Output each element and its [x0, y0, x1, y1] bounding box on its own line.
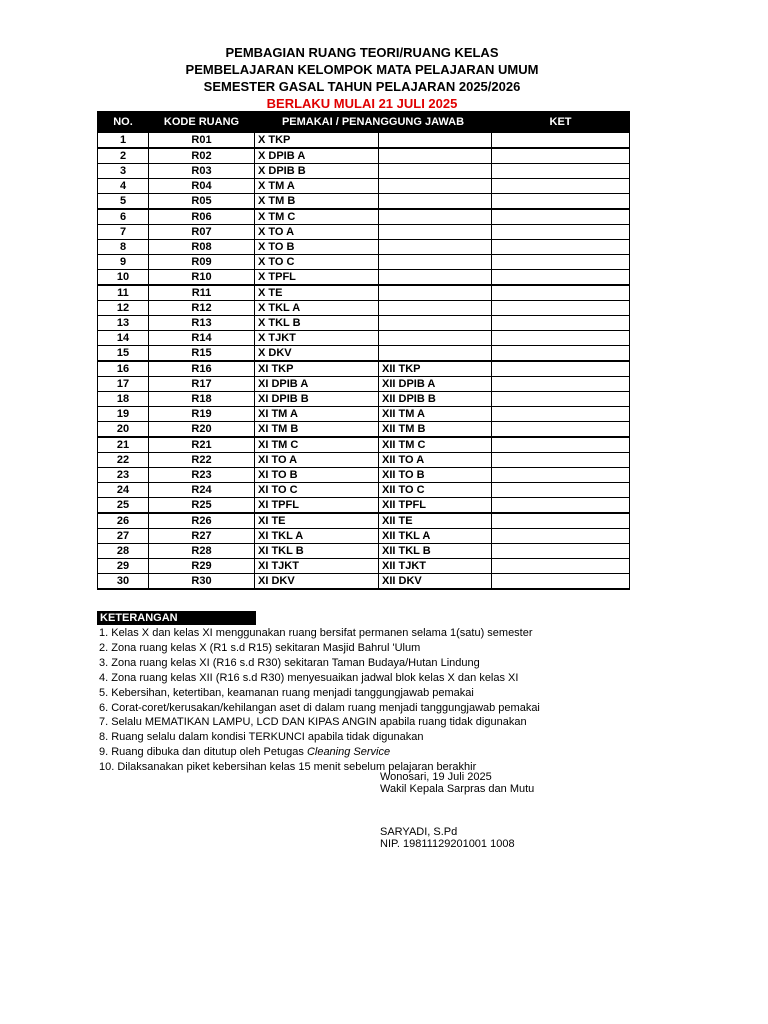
room-table — [97, 111, 630, 590]
cell-pemakai-b — [379, 346, 492, 362]
table-row — [98, 468, 630, 483]
cell-no: 28 — [98, 544, 149, 559]
cell-ket — [492, 498, 630, 514]
signature-role: Wakil Kepala Sarpras dan Mutu — [380, 783, 535, 795]
cell-ket — [492, 437, 630, 453]
cell-pemakai-b: XII TKP — [379, 361, 492, 377]
cell-ket — [492, 422, 630, 438]
cell-pemakai-a: XI DPIB A — [255, 377, 379, 392]
cell-pemakai-a: XI TJKT — [255, 559, 379, 574]
cell-pemakai-a: X DKV — [255, 346, 379, 362]
cell-no: 22 — [98, 453, 149, 468]
table-row — [98, 148, 630, 164]
table-row — [98, 255, 630, 270]
cell-pemakai-a: X TO B — [255, 240, 379, 255]
cell-pemakai-b: XII TO A — [379, 453, 492, 468]
keterangan-title: KETERANGAN — [97, 611, 256, 625]
cell-pemakai-a: XI TKL B — [255, 544, 379, 559]
cell-kode: R02 — [149, 148, 255, 164]
cell-no: 3 — [98, 164, 149, 179]
cell-pemakai-b — [379, 255, 492, 270]
cell-ket — [492, 513, 630, 529]
cell-no: 25 — [98, 498, 149, 514]
cell-no: 14 — [98, 331, 149, 346]
table-row — [98, 392, 630, 407]
cell-pemakai-b: XII TKL B — [379, 544, 492, 559]
cell-ket — [492, 361, 630, 377]
note-item: 3. Zona ruang kelas XI (R16 s.d R30) sekitaran Taman Budaya/Hutan Lindung — [99, 656, 480, 669]
cell-pemakai-a: X TO C — [255, 255, 379, 270]
cell-pemakai-b — [379, 270, 492, 286]
cell-kode: R12 — [149, 301, 255, 316]
cell-kode: R26 — [149, 513, 255, 529]
note-item: 10. Dilaksanakan piket kebersihan kelas 15 menit sebelum pelajaran berakhir — [99, 761, 477, 774]
col-header-no: NO. — [98, 112, 149, 133]
cell-pemakai-a: X TM A — [255, 179, 379, 194]
cell-pemakai-b — [379, 331, 492, 346]
cell-kode: R10 — [149, 270, 255, 286]
cell-no: 17 — [98, 377, 149, 392]
cell-no: 1 — [98, 133, 149, 149]
cell-kode: R01 — [149, 133, 255, 149]
table-row — [98, 513, 630, 529]
cell-ket — [492, 255, 630, 270]
cell-pemakai-a: X TPFL — [255, 270, 379, 286]
cell-kode: R14 — [149, 331, 255, 346]
cell-kode: R05 — [149, 194, 255, 210]
note-item: 1. Kelas X dan kelas XI menggunakan ruang bersifat permanen selama 1(satu) semester — [99, 627, 533, 639]
cell-pemakai-b: XII TM B — [379, 422, 492, 438]
cell-no: 23 — [98, 468, 149, 483]
cell-pemakai-a: XI TO C — [255, 483, 379, 498]
signature-nip: NIP. 19811129201001 1008 — [380, 838, 515, 850]
cell-no: 16 — [98, 361, 149, 377]
cell-kode: R09 — [149, 255, 255, 270]
cell-kode: R25 — [149, 498, 255, 514]
cell-pemakai-b: XII TM C — [379, 437, 492, 453]
table-row — [98, 346, 630, 362]
cell-pemakai-b: XII TE — [379, 513, 492, 529]
cell-pemakai-a: X TM C — [255, 209, 379, 225]
cell-ket — [492, 574, 630, 590]
cell-pemakai-a: X TE — [255, 285, 379, 301]
cell-pemakai-b — [379, 301, 492, 316]
cell-no: 26 — [98, 513, 149, 529]
cell-no: 10 — [98, 270, 149, 286]
cell-pemakai-b: XII TJKT — [379, 559, 492, 574]
note-item: 4. Zona ruang kelas XII (R16 s.d R30) menyesuaikan jadwal blok kelas X dan kelas XI — [99, 671, 519, 684]
cell-pemakai-b — [379, 209, 492, 225]
cell-pemakai-a: X TKL B — [255, 316, 379, 331]
cell-no: 13 — [98, 316, 149, 331]
cell-no: 29 — [98, 559, 149, 574]
cell-ket — [492, 301, 630, 316]
cell-ket — [492, 194, 630, 210]
cell-pemakai-a: X TJKT — [255, 331, 379, 346]
cell-pemakai-b: XII DKV — [379, 574, 492, 590]
cell-kode: R18 — [149, 392, 255, 407]
cell-pemakai-b: XII TM A — [379, 407, 492, 422]
table-row — [98, 453, 630, 468]
cell-no: 8 — [98, 240, 149, 255]
cell-pemakai-a: XI TM C — [255, 437, 379, 453]
cell-no: 20 — [98, 422, 149, 438]
cell-no: 12 — [98, 301, 149, 316]
table-row — [98, 331, 630, 346]
note-item-9-italic: Cleaning Service — [306, 746, 391, 759]
table-row — [98, 179, 630, 194]
cell-pemakai-b — [379, 164, 492, 179]
cell-pemakai-b — [379, 133, 492, 149]
cell-pemakai-b: XII TPFL — [379, 498, 492, 514]
cell-pemakai-a: X TO A — [255, 225, 379, 240]
cell-ket — [492, 270, 630, 286]
cell-no: 9 — [98, 255, 149, 270]
keterangan-list — [99, 626, 540, 775]
cell-ket — [492, 377, 630, 392]
cell-pemakai-a: X TKP — [255, 133, 379, 149]
cell-kode: R22 — [149, 453, 255, 468]
cell-no: 18 — [98, 392, 149, 407]
cell-ket — [492, 225, 630, 240]
table-row — [98, 285, 630, 301]
table-row — [98, 270, 630, 286]
cell-ket — [492, 240, 630, 255]
cell-pemakai-a: XI TKL A — [255, 529, 379, 544]
cell-kode: R03 — [149, 164, 255, 179]
table-row — [98, 194, 630, 210]
table-row — [98, 361, 630, 377]
cell-kode: R27 — [149, 529, 255, 544]
cell-ket — [492, 164, 630, 179]
cell-pemakai-b — [379, 148, 492, 164]
cell-pemakai-b: XII TO C — [379, 483, 492, 498]
table-row — [98, 437, 630, 453]
cell-pemakai-b: XII TKL A — [379, 529, 492, 544]
table-row — [98, 377, 630, 392]
note-item: 8. Ruang selalu dalam kondisi TERKUNCI apabila tidak digunakan — [99, 731, 424, 744]
cell-pemakai-b: XII DPIB A — [379, 377, 492, 392]
cell-ket — [492, 407, 630, 422]
note-item: 6. Corat-coret/kerusakan/kehilangan aset di dalam ruang menjadi tanggungjawab pemakai — [99, 701, 540, 714]
cell-kode: R13 — [149, 316, 255, 331]
cell-no: 27 — [98, 529, 149, 544]
cell-kode: R29 — [149, 559, 255, 574]
cell-pemakai-a: X DPIB A — [255, 148, 379, 164]
note-item: 5. Kebersihan, ketertiban, keamanan ruang menjadi tanggungjawab pemakai — [99, 686, 474, 699]
cell-kode: R16 — [149, 361, 255, 377]
cell-pemakai-b: XII DPIB B — [379, 392, 492, 407]
cell-pemakai-a: XI TO A — [255, 453, 379, 468]
cell-no: 2 — [98, 148, 149, 164]
cell-pemakai-a: X TM B — [255, 194, 379, 210]
cell-kode: R30 — [149, 574, 255, 590]
cell-no: 30 — [98, 574, 149, 590]
cell-ket — [492, 529, 630, 544]
cell-no: 5 — [98, 194, 149, 210]
cell-pemakai-a: XI TM A — [255, 407, 379, 422]
cell-kode: R19 — [149, 407, 255, 422]
cell-ket — [492, 559, 630, 574]
cell-ket — [492, 453, 630, 468]
cell-ket — [492, 392, 630, 407]
cell-pemakai-a: XI DKV — [255, 574, 379, 590]
cell-pemakai-a: X DPIB B — [255, 164, 379, 179]
cell-no: 4 — [98, 179, 149, 194]
note-item: 2. Zona ruang kelas X (R1 s.d R15) sekitaran Masjid Bahrul 'Ulum — [99, 641, 421, 654]
cell-pemakai-a: XI TE — [255, 513, 379, 529]
cell-ket — [492, 468, 630, 483]
col-header-kode: KODE RUANG — [149, 112, 255, 133]
note-item: 7. Selalu MEMATIKAN LAMPU, LCD DAN KIPAS ANGIN apabila ruang tidak digunakan — [99, 716, 527, 729]
cell-ket — [492, 179, 630, 194]
cell-pemakai-b — [379, 240, 492, 255]
cell-pemakai-a: XI DPIB B — [255, 392, 379, 407]
cell-no: 6 — [98, 209, 149, 225]
doc-title-line-3: SEMESTER GASAL TAHUN PELAJARAN 2025/2026 — [203, 79, 521, 94]
cell-kode: R15 — [149, 346, 255, 362]
cell-kode: R06 — [149, 209, 255, 225]
cell-ket — [492, 133, 630, 149]
table-row — [98, 498, 630, 514]
table-row — [98, 483, 630, 498]
cell-kode: R17 — [149, 377, 255, 392]
cell-no: 21 — [98, 437, 149, 453]
table-row — [98, 544, 630, 559]
cell-pemakai-b — [379, 179, 492, 194]
room-table-body — [98, 133, 630, 590]
signature-place-date: Wonosari, 19 Juli 2025 — [380, 771, 492, 783]
cell-no: 19 — [98, 407, 149, 422]
col-header-ket: KET — [492, 112, 630, 133]
table-header-row — [98, 112, 630, 133]
cell-pemakai-b — [379, 285, 492, 301]
table-row — [98, 133, 630, 149]
cell-no: 7 — [98, 225, 149, 240]
cell-pemakai-b — [379, 225, 492, 240]
cell-ket — [492, 483, 630, 498]
cell-pemakai-a: XI TPFL — [255, 498, 379, 514]
note-item — [99, 745, 540, 760]
cell-no: 24 — [98, 483, 149, 498]
note-item-9-text: 9. Ruang dibuka dan ditutup oleh Petugas — [99, 746, 307, 759]
cell-pemakai-a: XI TKP — [255, 361, 379, 377]
table-row — [98, 316, 630, 331]
cell-ket — [492, 316, 630, 331]
cell-ket — [492, 285, 630, 301]
cell-kode: R08 — [149, 240, 255, 255]
table-row — [98, 407, 630, 422]
signature-name: SARYADI, S.Pd — [380, 826, 458, 838]
cell-kode: R24 — [149, 483, 255, 498]
cell-kode: R20 — [149, 422, 255, 438]
cell-kode: R11 — [149, 285, 255, 301]
cell-no: 11 — [98, 285, 149, 301]
cell-ket — [492, 331, 630, 346]
cell-ket — [492, 209, 630, 225]
table-row — [98, 529, 630, 544]
doc-title-line-1: PEMBAGIAN RUANG TEORI/RUANG KELAS — [225, 45, 499, 60]
table-row — [98, 209, 630, 225]
table-row — [98, 240, 630, 255]
cell-kode: R07 — [149, 225, 255, 240]
table-row — [98, 164, 630, 179]
cell-kode: R21 — [149, 437, 255, 453]
table-row — [98, 559, 630, 574]
cell-pemakai-b — [379, 316, 492, 331]
cell-kode: R23 — [149, 468, 255, 483]
table-row — [98, 422, 630, 438]
cell-pemakai-b — [379, 194, 492, 210]
cell-pemakai-b: XII TO B — [379, 468, 492, 483]
cell-ket — [492, 148, 630, 164]
table-row — [98, 225, 630, 240]
col-header-pemakai: PEMAKAI / PENANGGUNG JAWAB — [255, 112, 492, 133]
cell-pemakai-a: X TKL A — [255, 301, 379, 316]
doc-title-line-2: PEMBELAJARAN KELOMPOK MATA PELAJARAN UMUM — [185, 62, 539, 77]
cell-no: 15 — [98, 346, 149, 362]
cell-ket — [492, 346, 630, 362]
table-row — [98, 301, 630, 316]
cell-kode: R04 — [149, 179, 255, 194]
table-row — [98, 574, 630, 590]
cell-pemakai-a: XI TO B — [255, 468, 379, 483]
cell-kode: R28 — [149, 544, 255, 559]
cell-pemakai-a: XI TM B — [255, 422, 379, 438]
cell-ket — [492, 544, 630, 559]
doc-effective-date: BERLAKU MULAI 21 JULI 2025 — [266, 96, 458, 111]
